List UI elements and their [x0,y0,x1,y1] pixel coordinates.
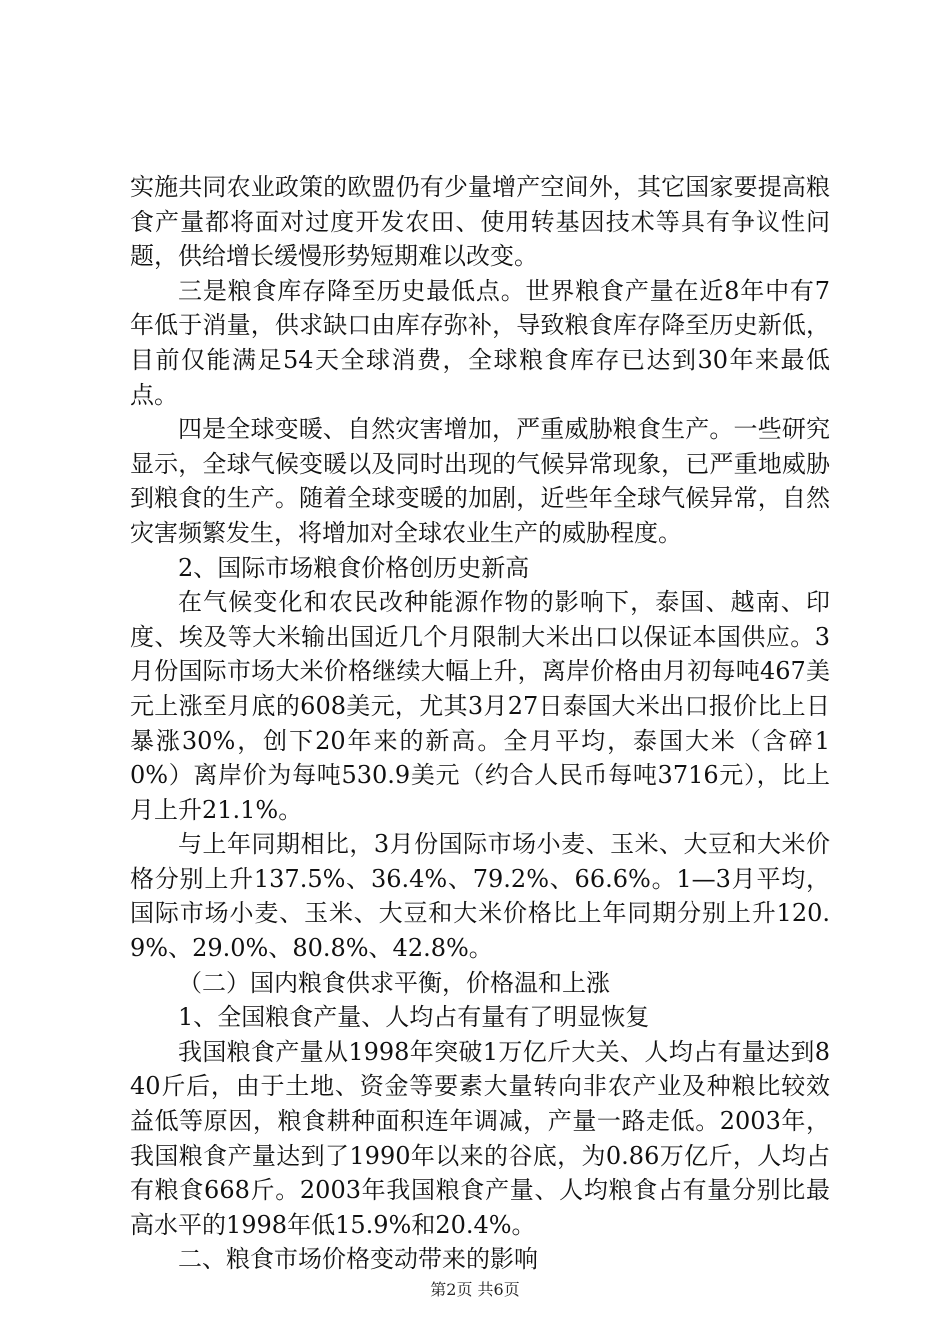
paragraph-grain-stock: 三是粮食库存降至历史最低点。世界粮食产量在近8年中有7年低于消量，供求缺口由库存弥补，导致粮食库存降至历史新低，目前仅能满足54天全球消费，全球粮食库存已达到30年来最低点。 [130,276,830,409]
section-heading-intl-price: 2、国际市场粮食价格创历史新高 [178,553,530,582]
paragraph-rice-price: 在气候变化和农民改种能源作物的影响下，泰国、越南、印度、埃及等大米输出国近几个月限制大米出口以保证本国供应。3月份国际市场大米价格继续大幅上升，离岸价格由月初每吨467美元上涨至月底的608美元，尤其3月27日泰国大米出口报价比上日暴涨30%，创下20年来的新高。全月平均，泰国大米（含碎10%）离岸价为每吨530.9美元（约合人民币每吨3716元），比上月上升21.1%。 [130,588,830,824]
section-heading-output-recovery: 1、全国粮食产量、人均占有量有了明显恢复 [178,1003,650,1032]
page-footer: 第2页 共6页 [430,1280,520,1299]
section-heading-impact: 二、粮食市场价格变动带来的影响 [178,1245,538,1274]
paragraph-yoy-price: 与上年同期相比，3月份国际市场小麦、玉米、大豆和大米价格分别上升137.5%、36.4%、79.2%、66.6%。1—3月平均，国际市场小麦、玉米、大豆和大米价格比上年同期分别上升120.9%、29.0%、80.8%、42.8%。 [130,830,830,963]
document-body [130,170,830,1277]
paragraph-climate: 四是全球变暖、自然灾害增加，严重威胁粮食生产。一些研究显示，全球气候变暖以及同时出现的气候异常现象，已严重地威胁到粮食的生产。随着全球变暖的加剧，近些年全球气候异常，自然灾害频繁发生，将增加对全球农业生产的威胁程度。 [130,415,830,547]
paragraph-output-history: 我国粮食产量从1998年突破1万亿斤大关、人均占有量达到840斤后，由于土地、资金等要素大量转向非农产业及种粮比较效益低等原因，粮食耕种面积连年调减，产量一路走低。2003年，我国粮食产量达到了1990年以来的谷底，为0.86万亿斤，人均占有粮食668斤。2003年我国粮食产量、人均粮食占有量分别比最高水平的1998年低15.9%和20.4%。 [130,1037,830,1239]
section-heading-domestic: （二）国内粮食供求平衡，价格温和上涨 [178,968,610,997]
paragraph-continuation: 实施共同农业政策的欧盟仍有少量增产空间外，其它国家要提高粮食产量都将面对过度开发农田、使用转基因技术等具有争议性问题，供给增长缓慢形势短期难以改变。 [130,173,830,271]
